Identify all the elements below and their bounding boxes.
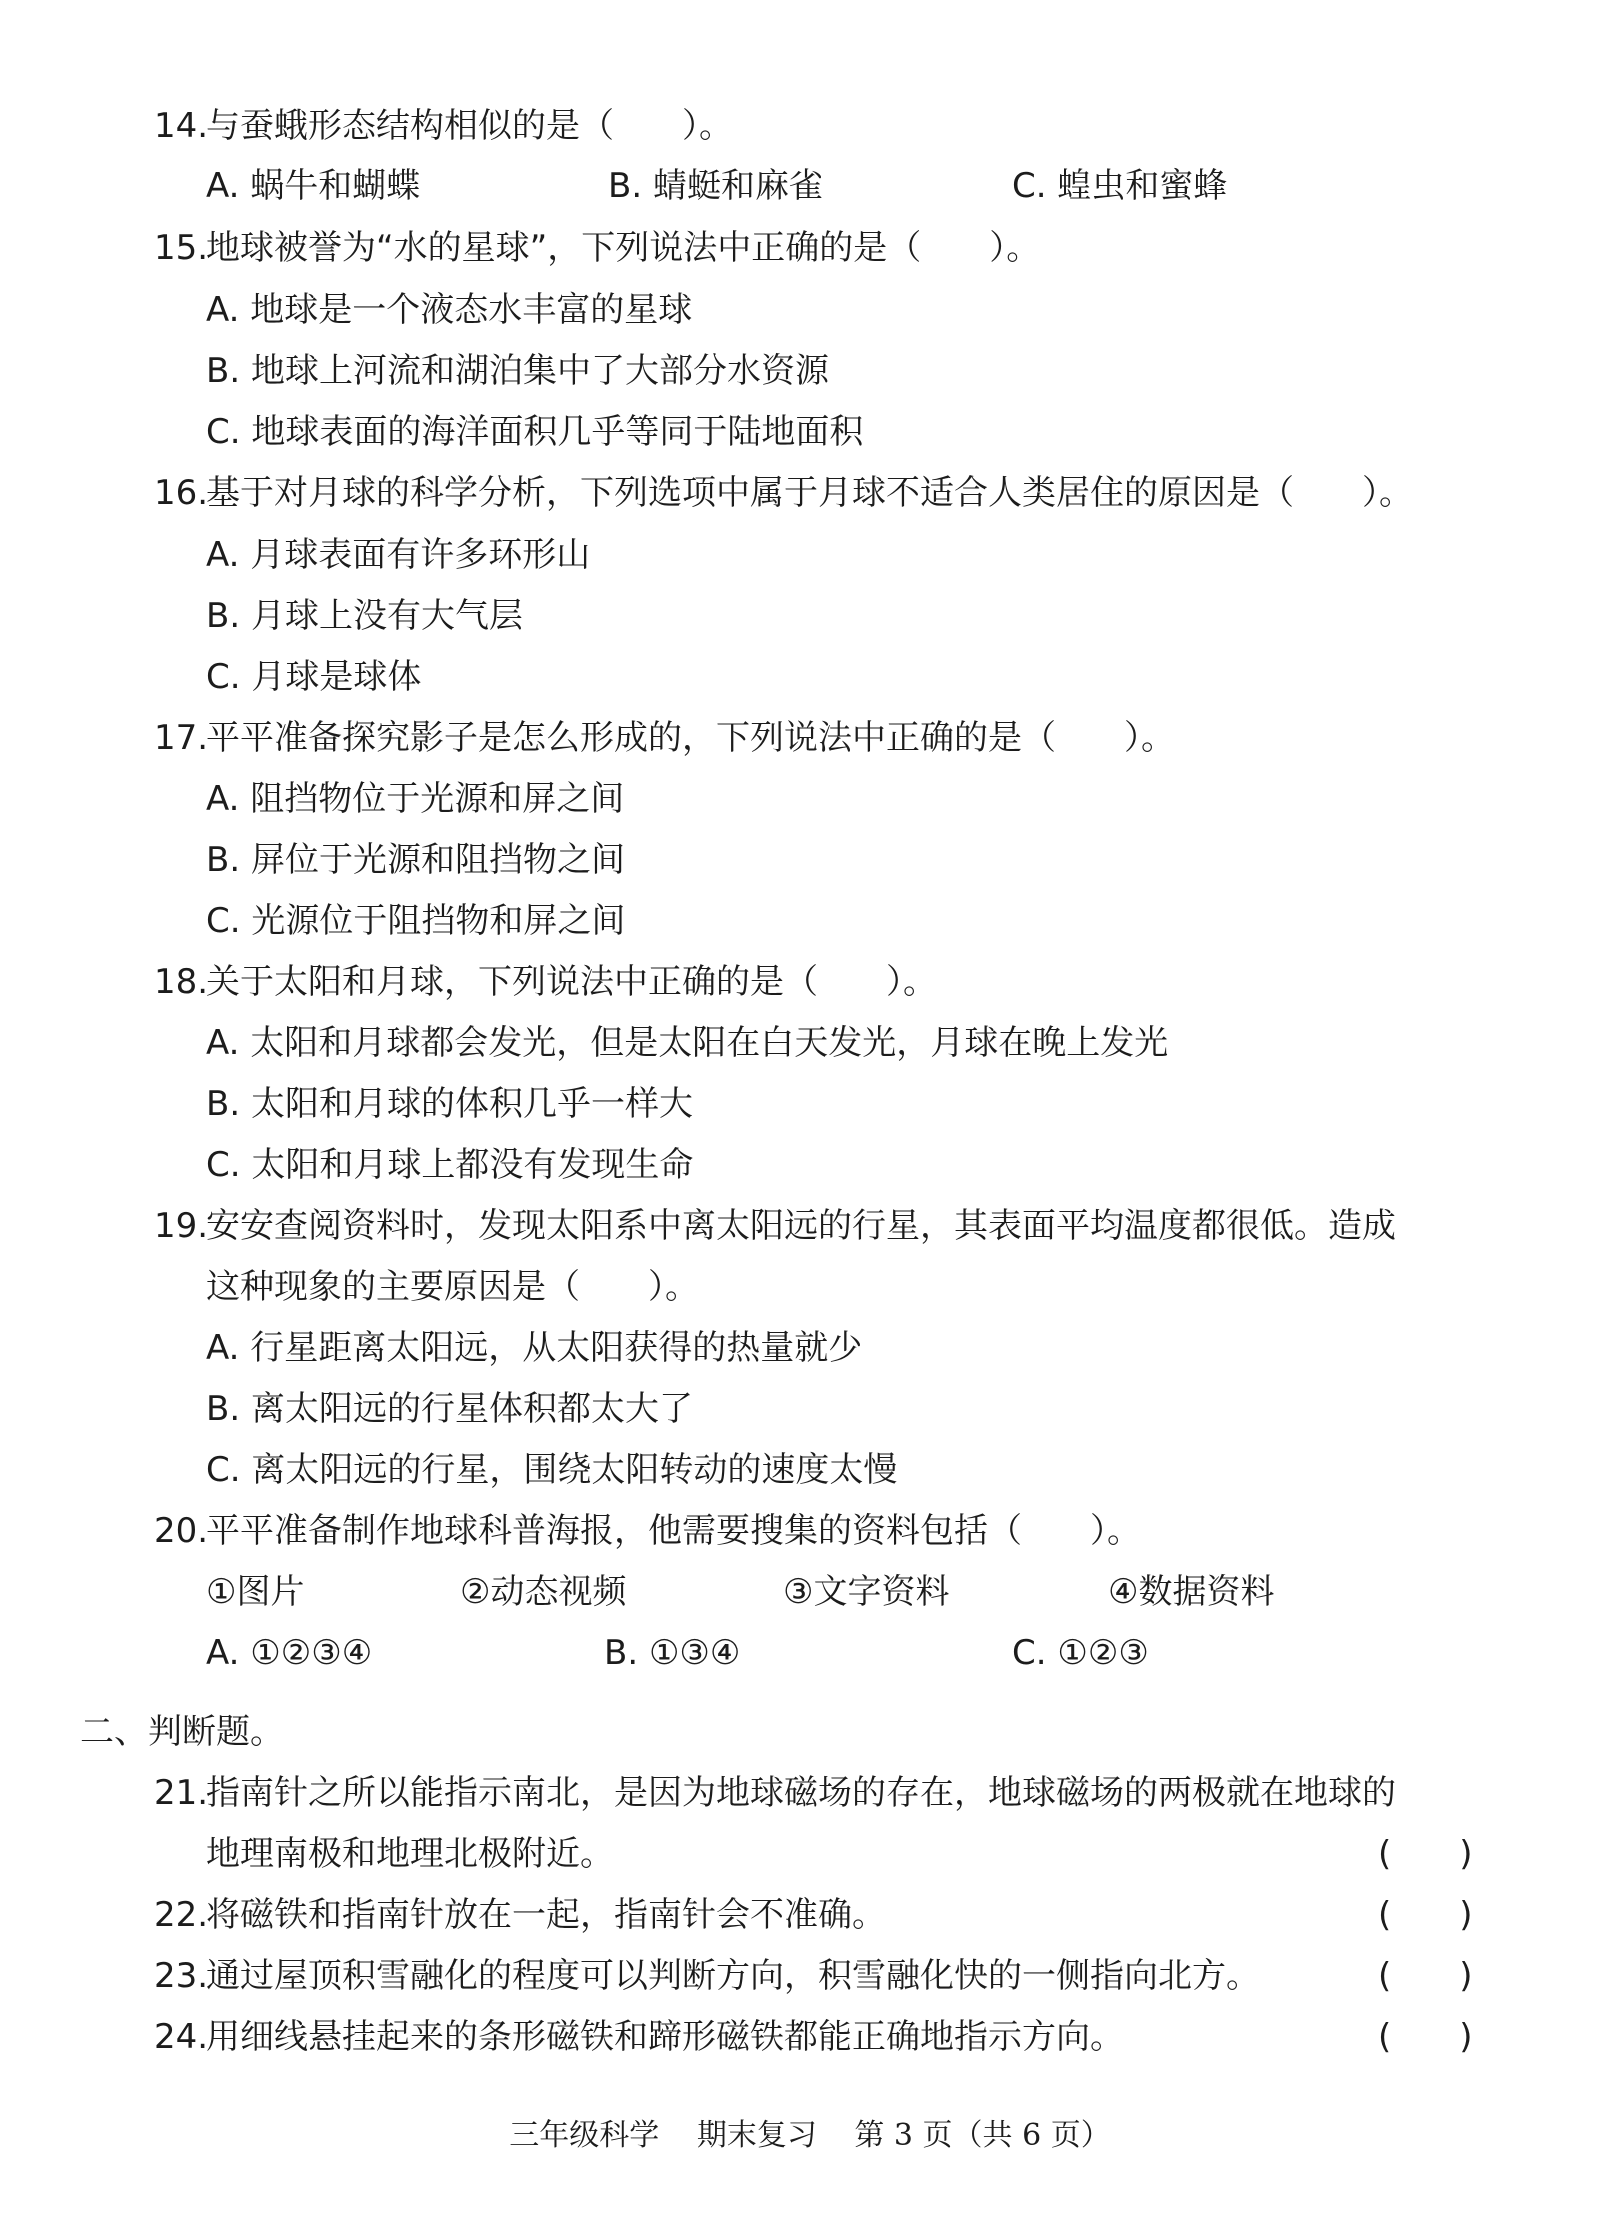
option-b: B. ①③④ bbox=[604, 1633, 741, 1673]
answer-parentheses[interactable]: ( ) bbox=[1378, 1834, 1473, 1874]
question-number: 21. bbox=[154, 1773, 209, 1813]
question-number: 24. bbox=[154, 2017, 209, 2057]
option-c-text: C. 月球是球体 bbox=[206, 657, 422, 697]
question-number: 15. bbox=[154, 228, 209, 268]
question-text-cont: 这种现象的主要原因是（ ）。 bbox=[206, 1267, 699, 1307]
option-a-text: A. 阻挡物位于光源和屏之间 bbox=[206, 779, 625, 819]
option-b-text: B. 月球上没有大气层 bbox=[206, 596, 523, 636]
question-text: 用细线悬挂起来的条形磁铁和蹄形磁铁都能正确地指示方向。 bbox=[206, 2017, 1124, 2057]
option-a: A. 蜗牛和蝴蝶 bbox=[206, 166, 421, 206]
option-c-text: C. 光源位于阻挡物和屏之间 bbox=[206, 901, 626, 941]
footer-exam: 期末复习 bbox=[696, 2118, 817, 2153]
question-text: 通过屋顶积雪融化的程度可以判断方向，积雪融化快的一侧指向北方。 bbox=[206, 1956, 1260, 1996]
footer-page-number: 第 3 页（共 6 页） bbox=[854, 2118, 1111, 2153]
question-number: 18. bbox=[154, 962, 209, 1002]
option-a: A. ①②③④ bbox=[206, 1633, 373, 1673]
item-3: ③文字资料 bbox=[783, 1572, 950, 1612]
option-c-text: C. 地球表面的海洋面积几乎等同于陆地面积 bbox=[206, 412, 864, 452]
question-text: 安安查阅资料时，发现太阳系中离太阳远的行星，其表面平均温度都很低。造成 bbox=[206, 1206, 1396, 1246]
item-1: ①图片 bbox=[206, 1572, 305, 1612]
option-a-text: A. 月球表面有许多环形山 bbox=[206, 535, 591, 575]
question-number: 22. bbox=[154, 1895, 209, 1935]
option-a-text: A. 地球是一个液态水丰富的星球 bbox=[206, 290, 693, 330]
option-c: C. 蝗虫和蜜蜂 bbox=[1012, 166, 1228, 206]
question-text: 与蚕蛾形态结构相似的是（ ）。 bbox=[206, 106, 733, 146]
question-text-cont: 地理南极和地理北极附近。 bbox=[206, 1834, 614, 1874]
question-text: 关于太阳和月球，下列说法中正确的是（ ）。 bbox=[206, 962, 937, 1002]
question-number: 23. bbox=[154, 1956, 209, 1996]
option-b-text: B. 离太阳远的行星体积都太大了 bbox=[206, 1389, 693, 1429]
item-2: ②动态视频 bbox=[460, 1572, 627, 1612]
option-b-text: B. 太阳和月球的体积几乎一样大 bbox=[206, 1084, 693, 1124]
question-text: 平平准备探究影子是怎么形成的，下列说法中正确的是（ ）。 bbox=[206, 718, 1175, 758]
page-footer bbox=[0, 2118, 1620, 2154]
option-b: B. 蜻蜓和麻雀 bbox=[608, 166, 823, 206]
question-text: 地球被誉为“水的星球”，下列说法中正确的是（ ）。 bbox=[206, 228, 1041, 268]
answer-parentheses[interactable]: ( ) bbox=[1378, 2017, 1473, 2057]
question-number: 17. bbox=[154, 718, 209, 758]
question-text: 基于对月球的科学分析，下列选项中属于月球不适合人类居住的原因是（ ）。 bbox=[206, 473, 1413, 513]
question-number: 16. bbox=[154, 473, 209, 513]
answer-parentheses[interactable]: ( ) bbox=[1378, 1895, 1473, 1935]
question-text: 将磁铁和指南针放在一起，指南针会不准确。 bbox=[206, 1895, 886, 1935]
option-c-text: C. 太阳和月球上都没有发现生命 bbox=[206, 1145, 694, 1185]
option-b-text: B. 地球上河流和湖泊集中了大部分水资源 bbox=[206, 351, 829, 391]
question-number: 19. bbox=[154, 1206, 209, 1246]
question-text: 平平准备制作地球科普海报，他需要搜集的资料包括（ ）。 bbox=[206, 1511, 1141, 1551]
question-number: 14. bbox=[154, 106, 209, 146]
option-a-text: A. 行星距离太阳远，从太阳获得的热量就少 bbox=[206, 1328, 863, 1368]
question-text: 指南针之所以能指示南北，是因为地球磁场的存在，地球磁场的两极就在地球的 bbox=[206, 1773, 1396, 1813]
item-4: ④数据资料 bbox=[1108, 1572, 1275, 1612]
section-title: 二、判断题。 bbox=[80, 1712, 284, 1752]
footer-subject: 三年级科学 bbox=[509, 2118, 660, 2153]
question-number: 20. bbox=[154, 1511, 209, 1551]
answer-parentheses[interactable]: ( ) bbox=[1378, 1956, 1473, 1996]
option-c: C. ①②③ bbox=[1012, 1633, 1149, 1673]
option-b-text: B. 屏位于光源和阻挡物之间 bbox=[206, 840, 625, 880]
option-c-text: C. 离太阳远的行星，围绕太阳转动的速度太慢 bbox=[206, 1450, 898, 1490]
option-a-text: A. 太阳和月球都会发光，但是太阳在白天发光，月球在晚上发光 bbox=[206, 1023, 1169, 1063]
